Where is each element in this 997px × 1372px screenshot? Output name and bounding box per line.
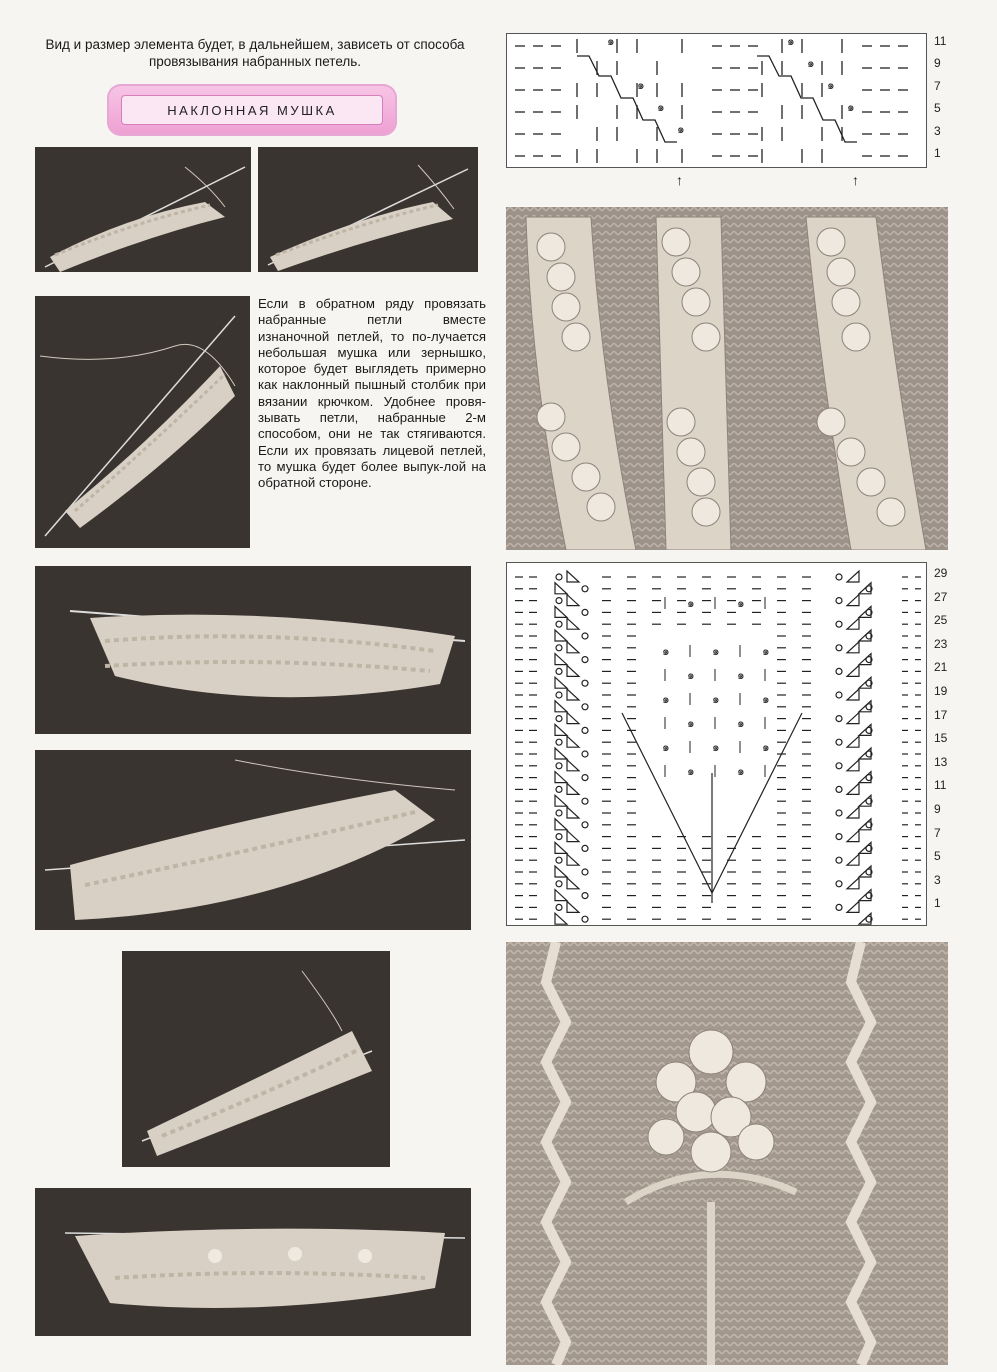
- svg-text:๑: ๑: [762, 644, 770, 658]
- svg-text:๑: ๑: [737, 764, 745, 778]
- svg-text:๑: ๑: [662, 692, 670, 706]
- svg-text:๑: ๑: [737, 716, 745, 730]
- row-number: 3: [934, 872, 941, 887]
- svg-text:๑: ๑: [662, 644, 670, 658]
- row-number: 23: [934, 636, 948, 651]
- knitting-chart-2: [506, 562, 927, 926]
- banner-title: НАКЛОННАЯ МУШКА: [121, 95, 383, 125]
- photo-step-7: [35, 1188, 471, 1336]
- row-number: 9: [934, 56, 941, 71]
- row-number: 11: [934, 34, 947, 48]
- description-text: Если в обратном ряду провязать набранные петли вместе изнаночной петлей, то по-лучается небольшая мушка или зернышко, которое будет выглядеть примерно как наклонный пышный столбик при вязании крючком. Удобнее провя-зывать петли, набранные 2-м способом, они не так стягиваются. Если их провязать лицевой петлей, то мушка будет более выпук-лой на обратной стороне.: [258, 296, 486, 491]
- row-number: 5: [934, 849, 941, 864]
- row-number: 9: [934, 801, 941, 816]
- knit-sample-photo-1: [506, 207, 948, 550]
- arrow-up-icon: ↑: [676, 172, 683, 188]
- photo-step-1: [35, 147, 251, 272]
- svg-text:๑: ๑: [687, 716, 695, 730]
- row-number: 7: [934, 825, 941, 840]
- intro-text: Вид и размер элемента будет, в дальнейшем, зависеть от способа провязывания набранных петель.: [45, 37, 465, 69]
- row-number: 29: [934, 566, 948, 580]
- arrow-up-icon: ↑: [852, 172, 859, 188]
- svg-text:๑: ๑: [737, 596, 745, 610]
- svg-text:๑: ๑: [787, 34, 795, 48]
- svg-text:๑: ๑: [677, 122, 685, 136]
- svg-text:๑: ๑: [607, 34, 615, 48]
- svg-text:๑: ๑: [662, 740, 670, 754]
- svg-text:๑: ๑: [712, 692, 720, 706]
- svg-text:๑: ๑: [762, 740, 770, 754]
- svg-text:๑: ๑: [762, 692, 770, 706]
- photo-step-5: [35, 750, 471, 930]
- chart2-row-numbers: [934, 566, 958, 920]
- row-number: 3: [934, 123, 941, 138]
- row-number: 1: [934, 896, 941, 911]
- row-number: 13: [934, 754, 948, 769]
- svg-text:๑: ๑: [687, 596, 695, 610]
- photo-step-2: [258, 147, 478, 272]
- row-number: 7: [934, 78, 941, 93]
- knitting-chart-1: [506, 33, 927, 168]
- row-number: 19: [934, 683, 948, 698]
- title-banner: [107, 84, 397, 136]
- svg-text:๑: ๑: [807, 56, 815, 70]
- svg-text:๑: ๑: [737, 668, 745, 682]
- row-number: 11: [934, 778, 947, 793]
- knit-sample-photo-2: [506, 942, 948, 1365]
- svg-text:๑: ๑: [687, 668, 695, 682]
- svg-text:๑: ๑: [827, 78, 835, 92]
- svg-text:๑: ๑: [657, 100, 665, 114]
- photo-step-6: [122, 951, 390, 1167]
- photo-step-4: [35, 566, 471, 734]
- svg-text:๑: ๑: [637, 78, 645, 92]
- row-number: 5: [934, 101, 941, 116]
- row-number: 27: [934, 589, 948, 604]
- row-number: 25: [934, 613, 948, 628]
- row-number: 21: [934, 660, 948, 675]
- row-number: 1: [934, 145, 941, 160]
- svg-text:๑: ๑: [847, 100, 855, 114]
- row-number: 17: [934, 707, 948, 722]
- photo-step-3: [35, 296, 250, 548]
- chart1-row-numbers: [934, 34, 958, 168]
- svg-text:๑: ๑: [712, 644, 720, 658]
- svg-text:๑: ๑: [712, 740, 720, 754]
- row-number: 15: [934, 731, 948, 746]
- svg-text:๑: ๑: [687, 764, 695, 778]
